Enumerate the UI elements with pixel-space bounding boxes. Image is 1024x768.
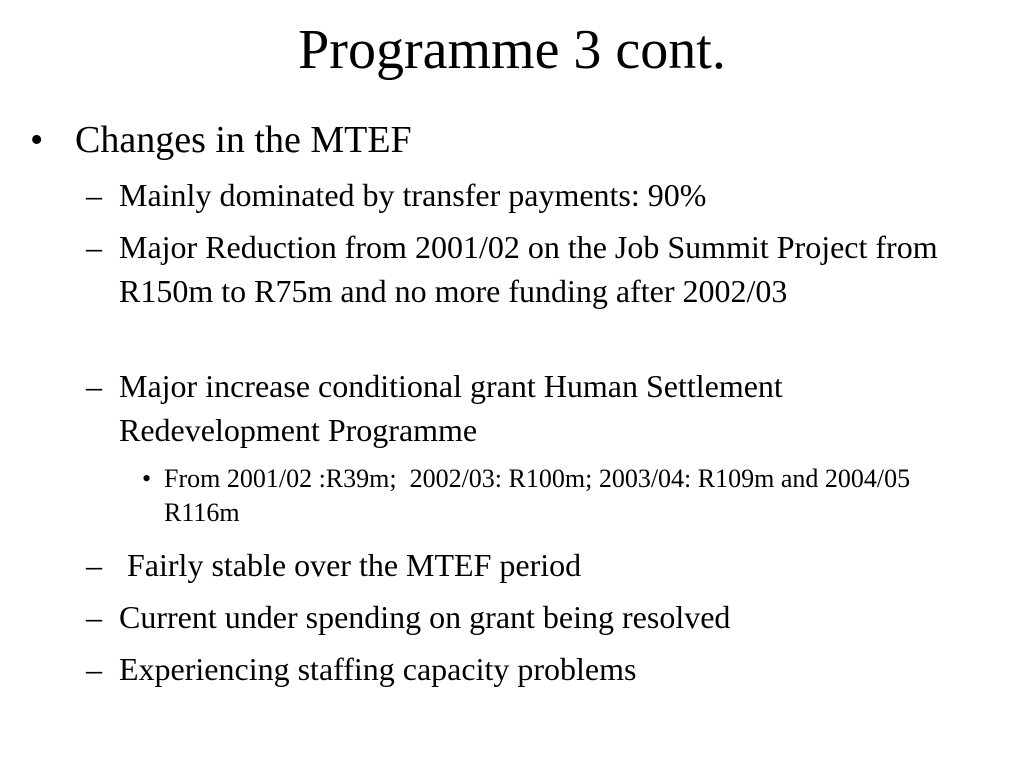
- sub-bullet-text: Major increase conditional grant Human Settlement Redevelopment Programme: [119, 368, 791, 448]
- slide-title: Programme 3 cont.: [298, 19, 726, 81]
- sub-bullet-transfer-payments: [86, 173, 966, 217]
- sub-sub-bullet-grant-amounts: [142, 462, 982, 530]
- sub-bullet-staffing-capacity: [86, 647, 966, 691]
- dash-marker: –: [86, 229, 102, 265]
- bullet-marker: •: [30, 119, 44, 161]
- sub-bullet-text: Mainly dominated by transfer payments: 90%: [119, 177, 707, 213]
- dash-marker: –: [86, 651, 102, 687]
- bullet-text: Changes in the MTEF: [75, 119, 412, 161]
- sub-bullet-text: Major Reduction from 2001/02 on the Job Summit Project from R150m to R75m and no more funding after 2002/03: [119, 229, 946, 309]
- dash-marker: –: [86, 177, 102, 213]
- bullet-marker: •: [142, 464, 152, 493]
- dash-marker: –: [86, 368, 102, 404]
- dash-marker: –: [86, 599, 102, 635]
- sub-bullet-under-spending: [86, 595, 966, 639]
- sub-bullet-text: Experiencing staffing capacity problems: [119, 651, 637, 687]
- sub-bullet-text: Current under spending on grant being resolved: [119, 599, 731, 635]
- sub-bullet-fairly-stable: [86, 543, 966, 587]
- sub-sub-bullet-text: From 2001/02 :R39m; 2002/03: R100m; 2003/04: R109m and 2004/05 R116m: [164, 464, 917, 527]
- dash-marker: –: [86, 547, 102, 583]
- sub-bullet-text: Fairly stable over the MTEF period: [119, 547, 582, 583]
- sub-bullet-conditional-grant-increase: [86, 364, 966, 452]
- sub-bullet-job-summit-reduction: [86, 225, 966, 313]
